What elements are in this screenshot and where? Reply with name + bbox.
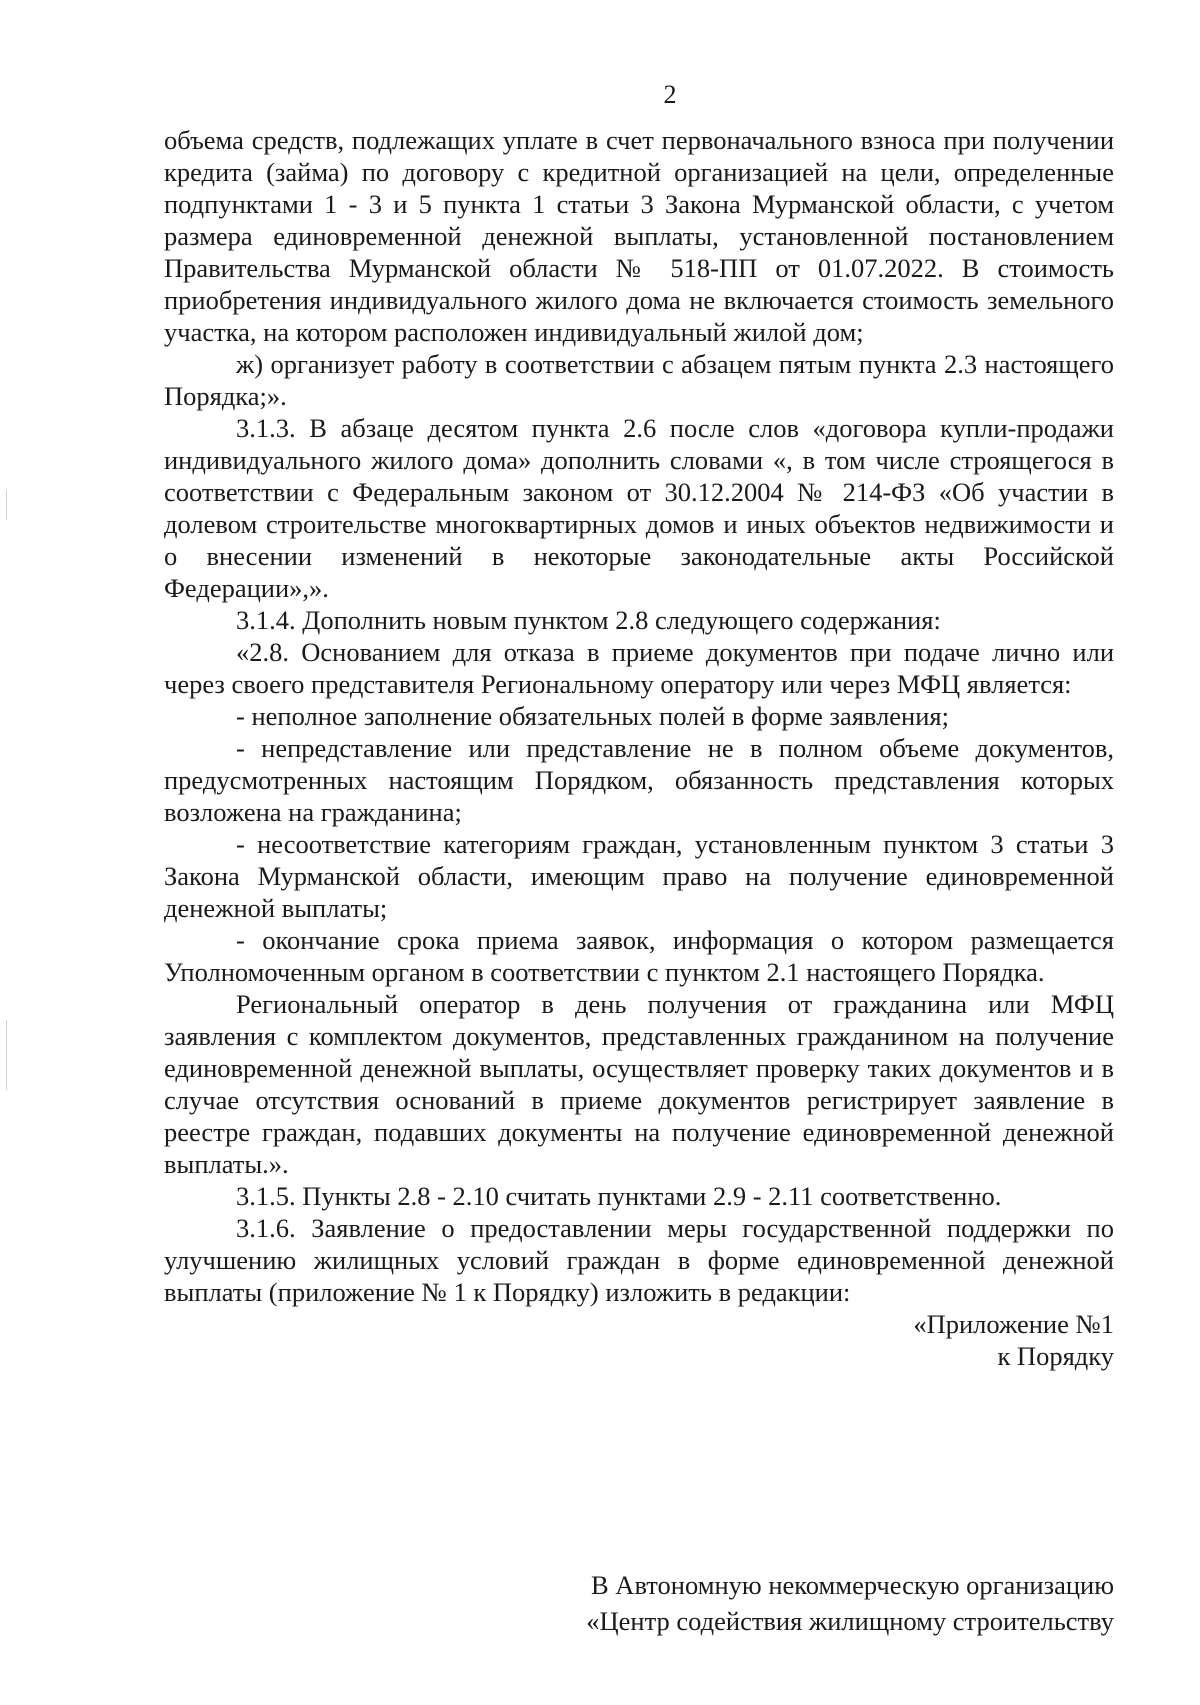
- paragraph-continuation: объема средств, подлежащих уплате в счет первоначального взноса при получении кредита (займа) по договору с кредитной организацией на цели, определенные подпунктами 1 - 3 и 5 пункта 1 статьи 3 Закона Мурманской области, с учетом размера единовременной денежной выплаты, установленной постановлением Правительства Мурманской области № 518-ПП от 01.07.2022. В стоимость приобретения индивидуального жилого дома не включается стоимость земельного участка, на котором расположен индивидуальный жилой дом;: [164, 125, 1114, 347]
- scan-artifact-mark: [6, 1020, 7, 1090]
- appendix-title: «Приложение №1: [913, 1309, 1114, 1339]
- addressee-line-1: В Автономную некоммерческую организацию: [591, 1570, 1114, 1600]
- paragraph-2-8: «2.8. Основанием для отказа в приеме документов при подаче лично или через своего представителя Региональному оператору или через МФЦ является:: [164, 637, 1114, 699]
- paragraph-3-1-5: 3.1.5. Пункты 2.8 - 2.10 считать пунктами 2.9 - 2.11 соответственно.: [236, 1181, 1002, 1211]
- list-item-missing-documents: - непредставление или представление не в полном объеме документов, предусмотренных настоящим Порядком, обязанность представления которых возложена на гражданина;: [164, 733, 1114, 827]
- paragraph-3-1-3: 3.1.3. В абзаце десятом пункта 2.6 после слов «договора купли-продажи индивидуального жилого дома» дополнить словами «, в том числе строящегося в соответствии с Федеральным законом от 30.12.2004 № 214-ФЗ «Об участии в долевом строительстве многоквартирных домов и иных объектов недвижимости и о внесении изменений в некоторые законодательные акты Российской Федерации»,».: [164, 413, 1114, 603]
- page-number: 2: [663, 80, 677, 109]
- appendix-subtitle: к Порядку: [997, 1341, 1114, 1371]
- list-item-deadline-expired: - окончание срока приема заявок, информация о котором размещается Уполномоченным органом в соответствии с пунктом 2.1 настоящего Порядка.: [164, 925, 1114, 987]
- scan-artifact-mark: [6, 490, 7, 520]
- list-item-category-mismatch: - несоответствие категориям граждан, установленным пунктом 3 статьи 3 Закона Мурманской области, имеющим право на получение единовременной денежной выплаты;: [164, 829, 1114, 923]
- document-body: [164, 124, 1114, 1372]
- paragraph-item-zh: ж) организует работу в соответствии с абзацем пятым пункта 2.3 настоящего Порядка;».: [164, 349, 1114, 411]
- paragraph-3-1-6: 3.1.6. Заявление о предоставлении меры государственной поддержки по улучшению жилищных условий граждан в форме единовременной денежной выплаты (приложение № 1 к Порядку) изложить в редакции:: [164, 1213, 1114, 1307]
- addressee-line-2: «Центр содействия жилищному строительству: [586, 1606, 1114, 1636]
- paragraph-3-1-4: 3.1.4. Дополнить новым пунктом 2.8 следующего содержания:: [236, 605, 941, 635]
- addressee-block: [544, 1567, 1114, 1639]
- list-item-incomplete-fields: - неполное заполнение обязательных полей в форме заявления;: [236, 701, 949, 731]
- paragraph-regional-operator: Региональный оператор в день получения от гражданина или МФЦ заявления с комплектом документов, представленных гражданином на получение единовременной денежной выплаты, осуществляет проверку таких документов и в случае отсутствия оснований в приеме документов регистрирует заявление в реестре граждан, подавших документы на получение единовременной денежной выплаты.».: [164, 989, 1114, 1179]
